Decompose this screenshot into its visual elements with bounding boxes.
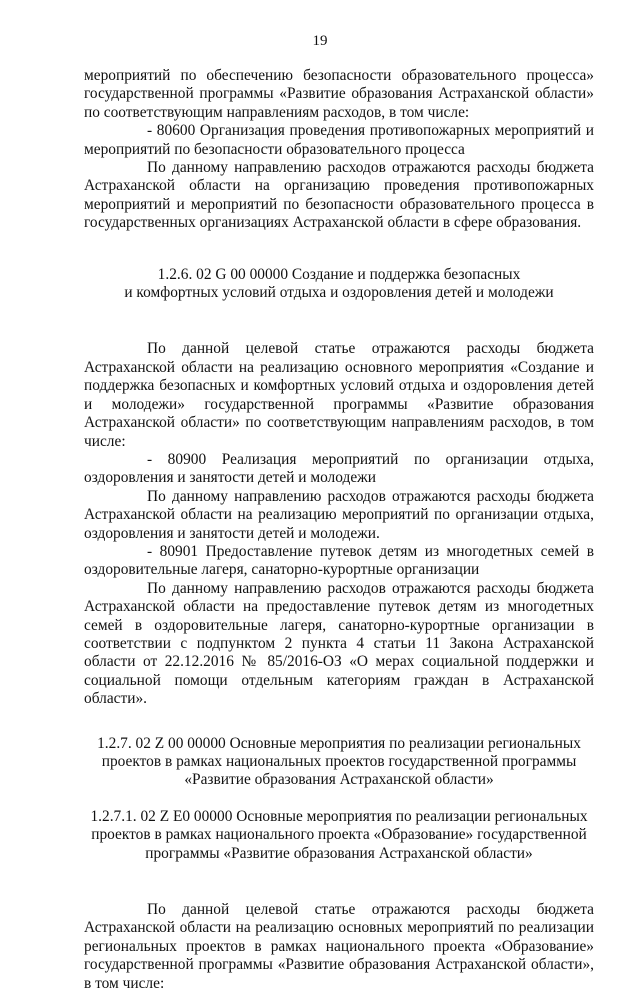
paragraph: По данной целевой статье отражаются расходы бюджета Астраханской области на реализацию основных мероприятий по реализации региональных проектов в рамках национального проекта «Образование» государственной программы «Развитие образования Астраханской области», в том числе: — [84, 901, 594, 992]
paragraph: По данной целевой статье отражаются расходы бюджета Астраханской области на реализацию основного мероприятия «Создание и поддержка безопасных и комфортных условий отдыха и оздоровления детей и молодежи» государственной программы «Развитие образования Астраханской области» по соответствующим направлениям расходов, в том числе: — [84, 340, 594, 450]
paragraph: По данному направлению расходов отражаются расходы бюджета Астраханской области на предоставление путевок детям из многодетных семей в оздоровительные лагеря, санаторно-курортные организации в соответствии с подпунктом 2 пункта 4 статьи 11 Закона Астраханской области от 22.12.2016 № 85/2016-ОЗ «О мерах социальной поддержки и социальной помощи отдельным категориям граждан в Астраханской области». — [84, 579, 594, 708]
page-number: 19 — [312, 33, 328, 49]
paragraph: По данному направлению расходов отражаются расходы бюджета Астраханской области на реализацию мероприятий по организации отдыха, оздоровления и занятости детей и молодежи. — [84, 487, 594, 542]
section-heading-1-2-6 — [84, 266, 594, 303]
list-item: - 80600 Организация проведения противопожарных мероприятий и мероприятий по безопасности образовательного процесса — [84, 122, 594, 158]
heading-line: проектов в рамках национальных проектов государственной программы — [101, 753, 577, 770]
list-item: - 80900 Реализация мероприятий по организации отдыха, оздоровления и занятости детей и молодежи — [84, 450, 594, 487]
heading-line: 1.2.6. 02 G 00 00000 Создание и поддержка безопасных — [157, 265, 521, 283]
heading-line: «Развитие образования Астраханской области» — [184, 771, 494, 789]
document-body — [84, 67, 594, 993]
section-heading-1-2-7-1 — [84, 808, 594, 863]
heading-line: 1.2.7.1. 02 Z E0 00000 Основные мероприятия по реализации региональных — [90, 807, 588, 825]
paragraph: мероприятий по обеспечению безопасности образовательного процесса» государственной программы «Развитие образования Астраханской области» по соответствующим направлениям расходов, в том числе: — [84, 67, 594, 121]
heading-line: и комфортных условий отдыха и оздоровления детей и молодежи — [124, 284, 554, 302]
heading-line: 1.2.7. 02 Z 00 00000 Основные мероприятия по реализации региональных — [97, 734, 581, 752]
heading-line: программы «Развитие образования Астраханской области» — [145, 844, 533, 862]
heading-line: проектов в рамках национального проекта «Образование» государственной — [91, 826, 587, 844]
section-heading-1-2-7 — [84, 735, 594, 790]
list-item: - 80901 Предоставление путевок детям из многодетных семей в оздоровительные лагеря, санаторно-курортные организации — [84, 542, 594, 579]
paragraph: По данному направлению расходов отражаются расходы бюджета Астраханской области на организацию проведения противопожарных мероприятий и мероприятий по безопасности образовательного процесса в государственных организациях Астраханской области в сфере образования. — [84, 159, 594, 232]
